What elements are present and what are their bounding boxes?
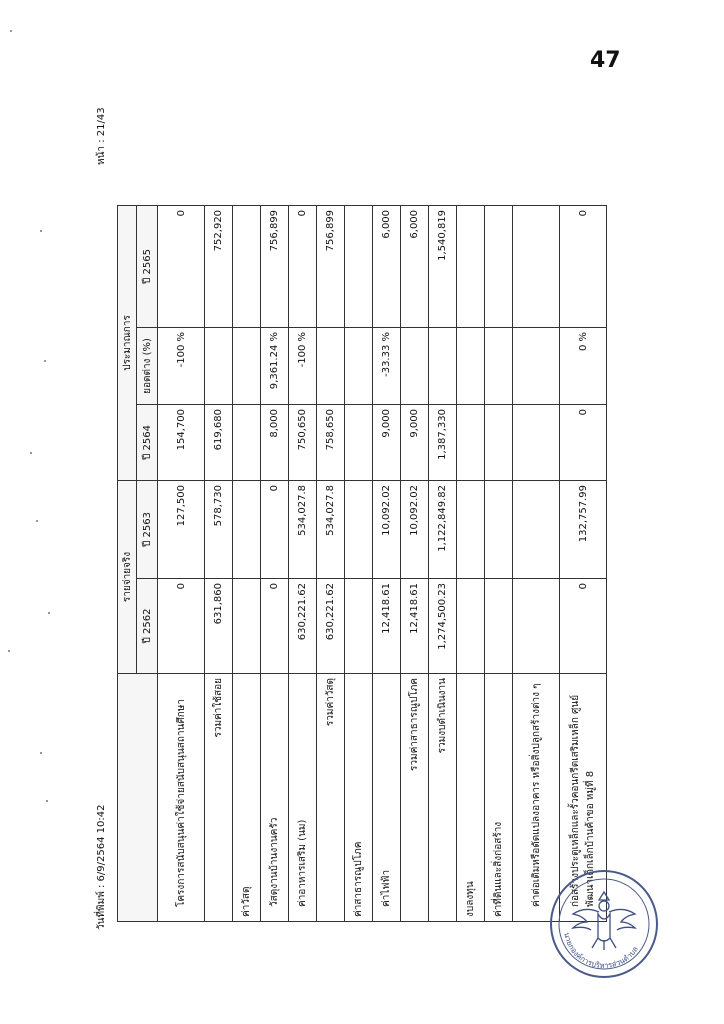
cell-y2563: 10,092.02 [401, 480, 429, 578]
cell-y2562: 630,221.62 [317, 579, 345, 674]
row-label: วัสดุงานบ้านงานครัว [261, 674, 289, 922]
cell-y2565 [233, 205, 261, 327]
cell-diff [401, 327, 429, 404]
cell-y2565: 0 [158, 205, 205, 327]
cell-y2565: 752,920 [205, 205, 233, 327]
cell-y2564 [457, 404, 485, 480]
cell-y2563 [485, 480, 513, 578]
row-label: ค่าสาธารณูปโภค [345, 674, 373, 922]
budget-table [117, 205, 607, 922]
cell-y2565 [345, 205, 373, 327]
header-diff: ยอดต่าง (%) [137, 327, 158, 404]
cell-diff: -100 % [158, 327, 205, 404]
garuda-seal-stamp [548, 868, 660, 980]
cell-y2563: 132,757.99 [560, 480, 607, 578]
row-label: รวมค่าวัสดุ [317, 674, 345, 922]
cell-diff [345, 327, 373, 404]
cell-y2562 [457, 579, 485, 674]
row-label: รวมงบดำเนินงาน [429, 674, 457, 922]
cell-y2562: 0 [560, 579, 607, 674]
cell-y2563: 534,027.8 [317, 480, 345, 578]
cell-y2564: 8,000 [261, 404, 289, 480]
row-label: โครงการสนับสนุนค่าใช้จ่ายสนับสนุนสถานศึกษา [158, 674, 205, 922]
table-row [513, 205, 560, 921]
cell-y2565: 756,899 [261, 205, 289, 327]
cell-y2565: 756,899 [317, 205, 345, 327]
cell-y2562: 1,274,500.23 [429, 579, 457, 674]
cell-diff [317, 327, 345, 404]
cell-y2563: 1,122,849.82 [429, 480, 457, 578]
header-budget: ประมาณการ [118, 205, 137, 480]
table-row [261, 205, 289, 921]
print-date: วันที่พิมพ์ : 6/9/2564 10:42 [96, 804, 107, 930]
cell-y2565 [513, 205, 560, 327]
cell-y2562: 0 [158, 579, 205, 674]
header-label-col [118, 674, 158, 922]
header-actual: รายจ่ายจริง [118, 480, 137, 673]
cell-y2563: 10,092.02 [373, 480, 401, 578]
cell-diff: -100 % [289, 327, 317, 404]
table-row [560, 205, 607, 921]
cell-diff [205, 327, 233, 404]
page-number: 47 [590, 48, 621, 73]
cell-y2563 [457, 480, 485, 578]
table-row [373, 205, 401, 921]
cell-diff [485, 327, 513, 404]
cell-y2564 [345, 404, 373, 480]
cell-y2565: 0 [289, 205, 317, 327]
cell-diff: 9,361.24 % [261, 327, 289, 404]
cell-y2562: 12,418.61 [401, 579, 429, 674]
table-row [429, 205, 457, 921]
row-label: รวมค่าสาธารณูปโภค [401, 674, 429, 922]
cell-y2563: 0 [261, 480, 289, 578]
cell-y2565: 6,000 [373, 205, 401, 327]
table-row [485, 205, 513, 921]
cell-y2563 [345, 480, 373, 578]
header-y2562: ปี 2562 [137, 579, 158, 674]
header-y2565: ปี 2565 [137, 205, 158, 327]
table-row [317, 205, 345, 921]
budget-table-sheet [117, 206, 596, 922]
cell-y2564: 1,387,330 [429, 404, 457, 480]
cell-y2562: 0 [261, 579, 289, 674]
cell-y2564: 9,000 [401, 404, 429, 480]
cell-y2564: 619,680 [205, 404, 233, 480]
table-row [345, 205, 373, 921]
cell-diff: 0 % [560, 327, 607, 404]
cell-diff [233, 327, 261, 404]
cell-y2564: 758,650 [317, 404, 345, 480]
row-label: ค่าวัสดุ [233, 674, 261, 922]
cell-y2565 [485, 205, 513, 327]
cell-y2564 [233, 404, 261, 480]
cell-y2562 [233, 579, 261, 674]
cell-y2563: 578,730 [205, 480, 233, 578]
header-y2563: ปี 2563 [137, 480, 158, 578]
cell-y2562: 630,221.62 [289, 579, 317, 674]
table-row [457, 205, 485, 921]
cell-y2565 [457, 205, 485, 327]
cell-y2563: 534,027.8 [289, 480, 317, 578]
cell-y2562: 12,418.61 [373, 579, 401, 674]
row-label: ค่าไฟฟ้า [373, 674, 401, 922]
cell-y2565: 0 [560, 205, 607, 327]
cell-diff [513, 327, 560, 404]
svg-text:นายกองค์การบริหารส่วนตำบล [562, 932, 640, 970]
table-row [233, 205, 261, 921]
row-label: งบลงทุน [457, 674, 485, 922]
cell-diff: -33.33 % [373, 327, 401, 404]
header-y2564: ปี 2564 [137, 404, 158, 480]
cell-y2562 [485, 579, 513, 674]
cell-y2564 [485, 404, 513, 480]
cell-y2562 [345, 579, 373, 674]
cell-y2565: 6,000 [401, 205, 429, 327]
row-label: ค่าอาหารเสริม (นม) [289, 674, 317, 922]
cell-y2564: 154,700 [158, 404, 205, 480]
cell-y2564: 750,650 [289, 404, 317, 480]
cell-y2564: 9,000 [373, 404, 401, 480]
cell-y2562 [513, 579, 560, 674]
cell-y2565: 1,540,819 [429, 205, 457, 327]
cell-y2563 [233, 480, 261, 578]
cell-diff [457, 327, 485, 404]
table-row [401, 205, 429, 921]
cell-diff [429, 327, 457, 404]
page-info: หน้า : 21/43 [96, 107, 107, 165]
row-label: รวมค่าใช้สอย [205, 674, 233, 922]
cell-y2563 [513, 480, 560, 578]
row-label: ค่าต่อเติมหรือดัดแปลงอาคาร หรือสิ่งปลูกสร้างต่าง ๆ [513, 674, 560, 922]
cell-y2563: 127,500 [158, 480, 205, 578]
row-label: ก่อสร้างประตูเหล็กและรั้วคอนกรีตเสริมเหล็ก ศูนย์พัฒนาเด็กเล็กบ้านค้าขอ หมู่ที่ 8 [560, 674, 607, 922]
cell-y2564: 0 [560, 404, 607, 480]
cell-y2562: 631,860 [205, 579, 233, 674]
table-row [205, 205, 233, 921]
seal-text: นายกองค์การบริหารส่วนตำบล [562, 931, 640, 971]
table-row [289, 205, 317, 921]
table-row [158, 205, 205, 921]
row-label: ค่าที่ดินและสิ่งก่อสร้าง [485, 674, 513, 922]
cell-y2564 [513, 404, 560, 480]
